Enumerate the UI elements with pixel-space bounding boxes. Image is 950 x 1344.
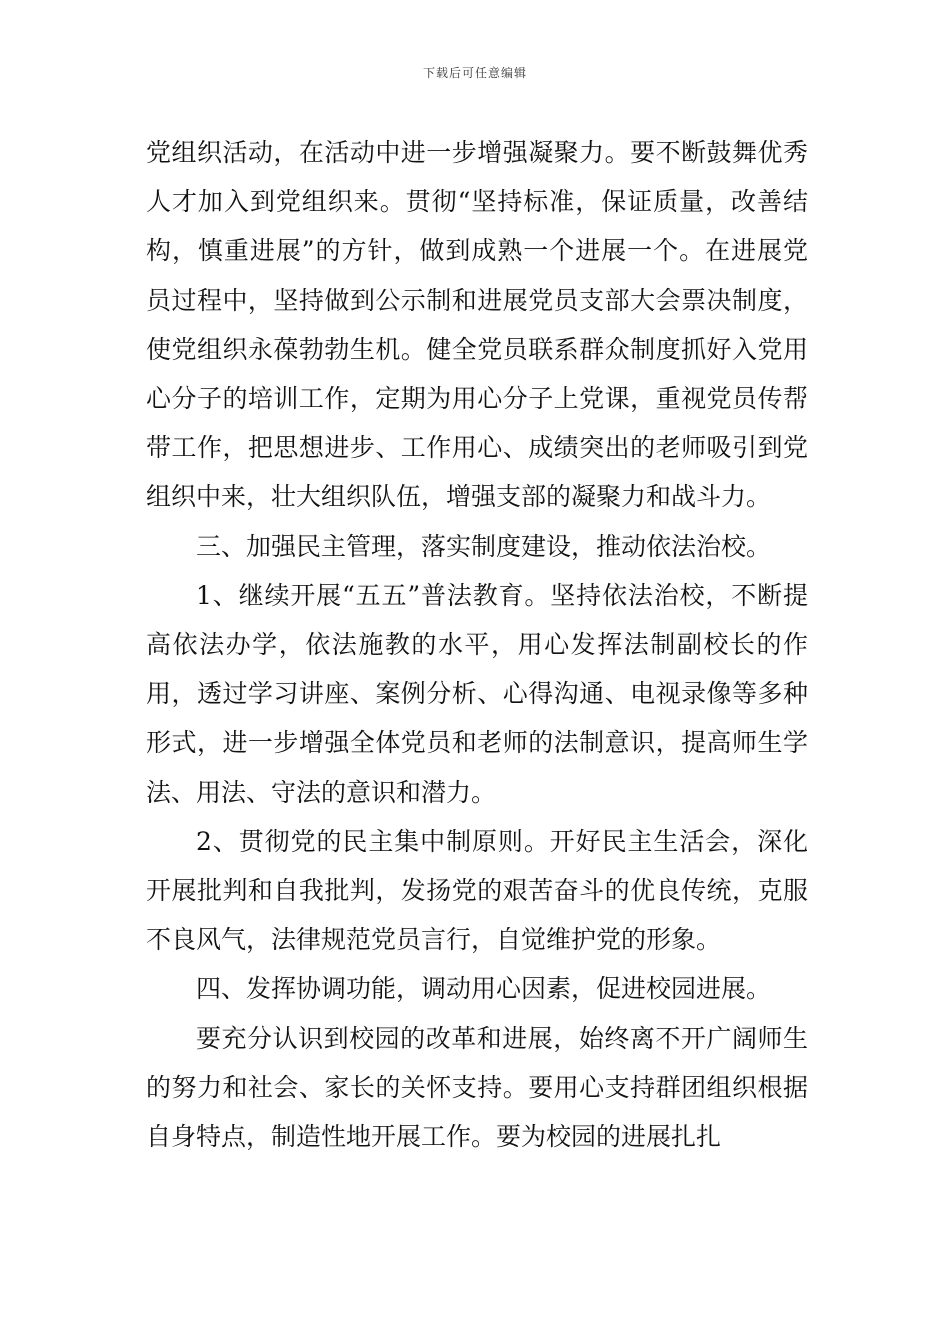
section-heading-3: 三、加强民主管理，落实制度建设，推动依法治校。 [196, 531, 772, 561]
paragraph-party-organization: 党组织活动，在活动中进一步增强凝聚力。要不断鼓舞优秀人才加入到党组织来。贯彻“坚持标准，保证质量，改善结构，慎重进展”的方针，做到成熟一个进展一个。在进展党员过程中，坚持做到公示制和进展党员支部大会票决制度，使党组织永葆勃勃生机。健全党员联系群众制度抓好入党用心分子的培训工作，定期为用心分子上党课，重视党员传帮带工作，把思想进步、工作用心、成绩突出的老师吸引到党组织中来，壮大组织队伍，增强支部的凝聚力和战斗力。 [146, 138, 808, 512]
document-body [146, 128, 808, 1161]
paragraph-item-1: 1、继续开展“五五”普法教育。坚持依法治校，不断提高依法办学，依法施教的水平，用心发挥法制副校长的作用，透过学习讲座、案例分析、心得沟通、电视录像等多种形式，进一步增强全体党员和老师的法制意识，提高师生学法、用法、守法的意识和潜力。 [146, 580, 808, 807]
page-header: 下载后可任意编辑 [422, 66, 527, 80]
section-heading-4: 四、发挥协调功能，调动用心因素，促进校园进展。 [196, 974, 772, 1004]
paragraph-school-development: 要充分认识到校园的改革和进展，始终离不开广阔师生的努力和社会、家长的关怀支持。要用心支持群团组织根据自身特点，制造性地开展工作。要为校园的进展扎扎 [146, 1023, 808, 1152]
paragraph-item-2: 2、贯彻党的民主集中制原则。开好民主生活会，深化开展批判和自我批判，发扬党的艰苦奋斗的优良传统，克服不良风气，法律规范党员言行，自觉维护党的形象。 [146, 826, 808, 955]
